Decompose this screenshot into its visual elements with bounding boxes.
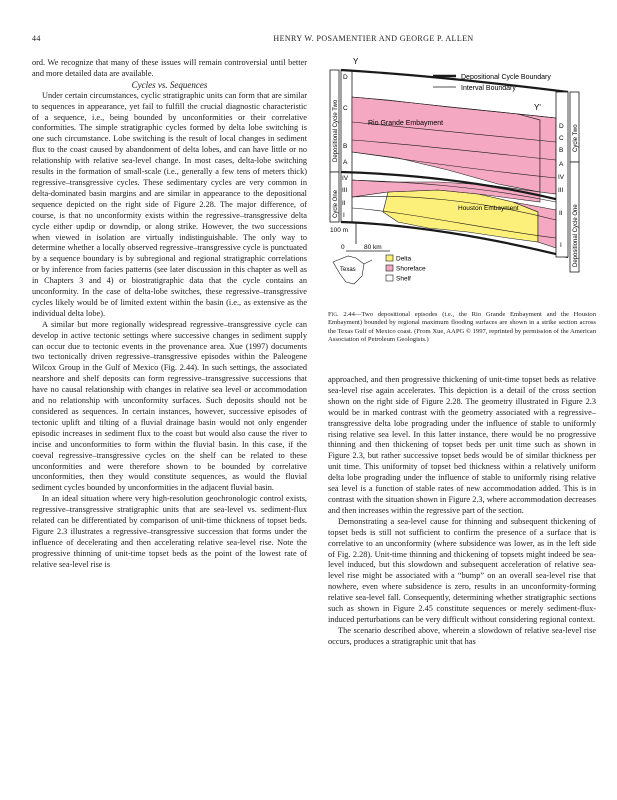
left-cycle-two-label: Depositional Cycle Two [333, 99, 339, 162]
right-cycle-one-label: Depositional Cycle One [573, 204, 579, 267]
key-delta-label: Delta [396, 255, 412, 263]
running-title: HENRY W. POSAMENTIER AND GEORGE P. ALLEN [273, 34, 474, 43]
svg-text:II: II [559, 210, 563, 217]
paragraph-1: Under certain circumstances, cyclic stratigraphic units can form that are similar to sequences in appearance, yet fail to fulfill the crucial diagnostic characteristic of a sequence, i.e., being bounded by unconformities or their correlative conformities. The simple stratigraphic cycles formed by delta lobe switching is one such circumstance. Lobe switching is the result of local changes in sediment flux to the coast caused by abandonment of delta lobes, and can have little or no relationship with relative sea-level change. In most cases, delta-lobe switching results in the formation of small-scale (i.e., generally a few tens of meters thick) regressive–transgressive cycles. These sedimentary cycles are very common in delta-dominated basin margins and are similar in appearance to the depositional sequence depicted on the right side of Figure 2.28. The major difference, of course, is that no unconformity exists within the regressive–transgressive delta cycle either updip or downdip, or along strike. However, the two successions when viewed in isolation are virtually indistinguishable. The only way to determine whether a locally observed regressive–transgressive cycle is punctuated by a sequence boundary is by subregional and regional stratigraphic correlations or by inference from facies patterns (see later discussion in this chapter as well as in Chapters 3 and 4) or biostratigraphic data that the cycle contains an unconformity. In the case of delta-lobe switches, these regressive–transgressive cycles likely would be of limited extent within the basin (i.e., as extensive as the individual delta lobe). [32, 90, 307, 318]
right-cycle-two-label: Cycle Two [573, 124, 579, 152]
caption-label: Fig. 2.44 [328, 311, 355, 318]
svg-text:A: A [343, 159, 348, 166]
label-y: Y [353, 57, 359, 66]
key-shelf-swatch [386, 275, 393, 281]
key-shoreface-label: Shoreface [396, 265, 426, 273]
svg-text:C: C [559, 135, 564, 142]
vertical-scale-label: 100 m [330, 227, 349, 234]
figure-2-44 [328, 52, 608, 302]
svg-text:A: A [559, 161, 564, 168]
svg-text:B: B [559, 147, 564, 154]
key-delta-swatch [386, 255, 393, 261]
shoreface-body-upper [352, 97, 540, 192]
right-column [328, 375, 596, 648]
key-shelf-label: Shelf [396, 275, 411, 283]
svg-text:IV: IV [342, 175, 349, 182]
svg-text:C: C [343, 105, 348, 112]
section-line-y [364, 260, 372, 264]
houston-label: Houston Embayment [458, 205, 519, 212]
left-column [32, 58, 307, 571]
paragraph-2: A similar but more regionally widespread regressive–transgressive cycle can develop in active tectonic settings where successive changes in sediment supply can occur due to tectonic events in the provenance area. Xue (1997) documents two tectonically driven regressive–transgressive episodes within the Paleogene Wilcox Group in the Gulf of Mexico (Fig. 2.44). In such settings, the associated nearshore and shelf deposits can form regressive–transgressive successions that have no causal relationship with changes in relative sea level or accommodation and no relationship with unconformity surfaces. Such deposits should not be considered as sequences. In certain instances, however, successive episodes of tectonic uplift and tilting of a fluvial drainage basin would not only engender episodic increases in sediment flux to the coast but would also cause the river to incise and unconformities to form within the fluvial basin. In this case, if the coeval regressive–transgressive cycles on the shelf can be related to these unconformities and were therefore shown to be bounded by correlative unconformities, then they would constitute sequences, as would the fluvial sediment cycles bounded by unconformities in the adjacent fluvial basin. [32, 319, 307, 493]
cross-section-diagram [328, 52, 608, 302]
page-number: 44 [32, 34, 41, 43]
right-paragraph-3: The scenario described above, wherein a slowdown of relative sea-level rise occurs, produces a stratigraphic unit that has [328, 625, 596, 646]
paragraph-3: In an ideal situation where very high-resolution geochronologic control exists, regressive–transgressive stratigraphic units that are sea-level vs. sediment-flux related can be differentiated by comparison of unit-time thickness of topset beds. Figure 2.3 illustrates a regressive–transgressive succession that forms under the influence of decelerating and then accelerating relative sea-level rise. Note the progressive thinning of unit-time topset beds as the point of the lowest rate of relative sea-level rise is [32, 494, 307, 569]
svg-text:D: D [343, 74, 348, 81]
hscale-zero: 0 [341, 244, 345, 251]
texas-label: Texas [340, 267, 356, 273]
left-cycle-one-label: Cycle One [333, 189, 339, 218]
svg-text:B: B [343, 143, 348, 150]
svg-text:III: III [342, 187, 348, 194]
legend-interval-boundary: Interval Boundary [461, 85, 516, 92]
right-paragraph-1: approached, and then progressive thickening of unit-time topset beds as relative sea-level rise again accelerates. This depiction is a detail of the cross section shown on the right side of Figure 2.28. The geometry illustrated in Figure 2.3 would be in marked contrast with the geometry associated with a regressive–transgressive delta lobe prograding under the influence of stable to uniformly rising relative sea level. In this latter instance, there would be no progressive thinning and then thickening of topset beds per unit time such as shown in Figure 2.3, but rather successive topset beds would be of similar thickness per unit time. This uniformity of topset bed thickness within a relatively uniform delta lobe prograding under the influence of stable to uniformly rising relative sea level is a function of stable rates of new accommodation added. This is in contrast with the situation shown in Figure 2.3, where accommodation decreases and then increases within the regressive part of the section. [328, 375, 596, 515]
svg-text:I: I [343, 212, 345, 219]
svg-text:I: I [560, 242, 562, 249]
figure-caption [328, 311, 596, 345]
svg-text:IV: IV [558, 174, 565, 181]
caption-text: —Two depositional episodes (i.e., the Rio Grande Embayment and the Houston Embayment) bounded by regional maximum flooding surfaces are shown in a strike section across the Texas Gulf of Mexico coast. (From Xue, AAPG © 1997, reprinted by permission of the American Association of Petroleum Geologists.) [328, 311, 596, 344]
intro-paragraph: ord. We recognize that many of these issues will remain controversial until better and more detailed data are available. [32, 58, 307, 78]
svg-text:III: III [558, 187, 564, 194]
section-title: Cycles vs. Sequences [131, 79, 208, 90]
rio-grande-label: Rio Grande Embayment [368, 120, 444, 127]
svg-text:D: D [559, 123, 564, 130]
svg-text:II: II [342, 200, 346, 207]
key-shoreface-swatch [386, 265, 393, 271]
right-paragraph-2: Demonstrating a sea-level cause for thinning and subsequent thickening of topset beds is still not sufficient to confirm the presence of a surface that is correlative to an unconformity (where subsidence was lower, as in the left side of Fig. 2.28). Unit-time thinning and thickening of topsets might indeed be sea-level induced, but this slowdown and subsequent acceleration of relative sea-level rise might be associated with a “bump” on an overall sea-level rise that nowhere, even where subsidence is zero, results in an unconformity-forming relative sea-level fall. Consequently, determining whether stratigraphic sections such as shown in Figure 2.45 constitute sequences or merely sediment-flux-induced perturbations can be very difficult without considering regional context. [328, 516, 596, 624]
label-y-prime: Y' [534, 103, 541, 112]
legend-cycle-boundary: Depositional Cycle Boundary [461, 74, 551, 81]
hscale-80: 80 km [364, 244, 382, 251]
